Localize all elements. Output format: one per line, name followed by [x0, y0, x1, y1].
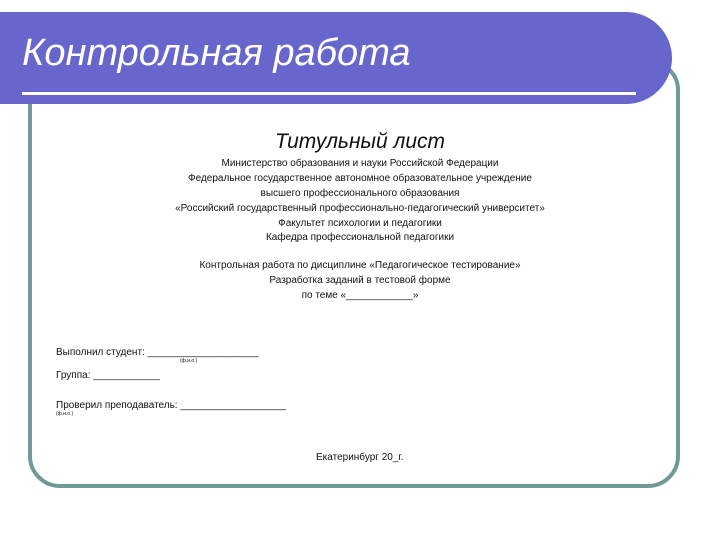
page-subtitle: Титульный лист	[274, 130, 446, 153]
institution-type-line: Федеральное государственное автономное образовательное учреждение	[188, 173, 532, 184]
ministry-line: Министерство образования и науки Российской Федерации	[221, 158, 499, 169]
university-line: «Российский государственный профессионально-педагогический университет»	[175, 203, 545, 214]
city-year-line: Екатеринбург 20_г.	[316, 452, 404, 463]
work-topic-line: по теме «____________»	[301, 290, 419, 301]
slide-title: Контрольная работа	[22, 32, 411, 74]
student-name-hint: (ф.и.о.)	[180, 358, 198, 364]
teacher-name-hint: (ф.и.о.)	[56, 411, 74, 417]
student-signature-line: Выполнил студент: ____________________	[56, 347, 259, 358]
faculty-line: Факультет психологии и педагогики	[278, 218, 442, 229]
education-level-line: высшего профессионального образования	[260, 188, 460, 199]
work-task-line: Разработка заданий в тестовой форме	[269, 275, 451, 286]
department-line: Кафедра профессиональной педагогики	[265, 232, 455, 243]
work-discipline-line: Контрольная работа по дисциплине «Педагогическое тестирование»	[199, 260, 521, 271]
group-line: Группа: ____________	[56, 370, 160, 381]
teacher-signature-line: Проверил преподаватель: ___________________	[56, 400, 287, 411]
